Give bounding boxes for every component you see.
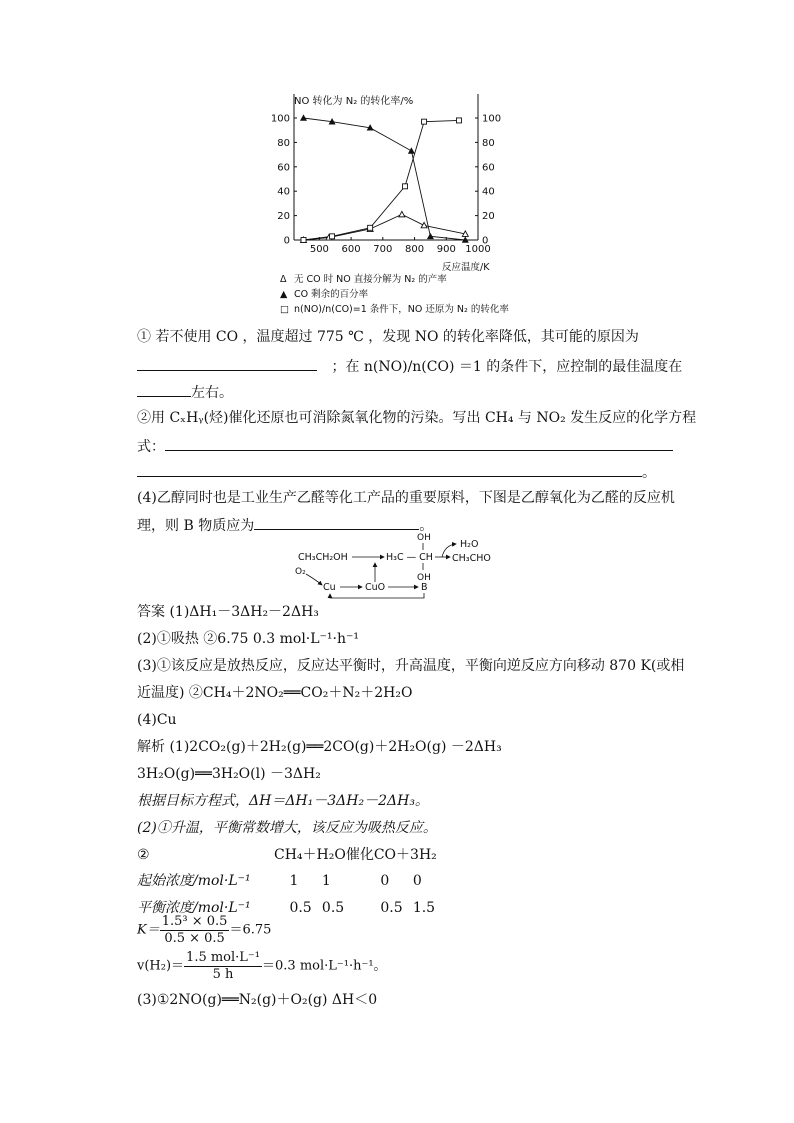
eq-label: 平衡浓度/mol·L⁻¹	[137, 900, 251, 916]
data-point-filled-triangle	[408, 148, 414, 154]
v-result: ＝0.3 mol·L⁻¹·h⁻¹。	[262, 958, 387, 974]
q2-line2	[137, 436, 673, 456]
k-expression	[137, 914, 271, 947]
v-denominator: 5 h	[212, 967, 234, 982]
q1-line3	[137, 382, 233, 402]
x-tick-label: 800	[405, 244, 425, 255]
data-point-open-triangle	[421, 222, 427, 228]
x-tick-label: 900	[436, 244, 456, 255]
x-tick-label: 700	[373, 244, 393, 255]
q1-blank-reason	[137, 356, 317, 371]
q1-mid-text: ；在 n(NO)/n(CO) ＝1 的条件下，应控制的最佳温度在	[331, 359, 683, 375]
eq-val: 1.5	[412, 900, 436, 916]
mech-acetaldehyde: CH₃CHO	[452, 553, 491, 564]
mech-o2: O₂	[295, 567, 306, 577]
chart-legend	[280, 271, 509, 316]
answer-4: (4)Cu	[137, 712, 177, 728]
x-tick-label: 500	[309, 244, 329, 255]
v-prefix: v(H₂)＝	[137, 958, 185, 974]
legend-symbol: ▲	[280, 289, 288, 300]
q2-line3	[137, 462, 656, 482]
analysis-equilibrium-eq: CH₄＋H₂O催化CO＋3H₂	[274, 847, 437, 863]
y-tick-label-left: 60	[277, 162, 290, 174]
table-start-row	[137, 872, 441, 890]
k-result: ＝6.75	[229, 922, 272, 938]
legend-symbol: Δ	[280, 274, 287, 285]
mech-arrow-b-cu	[330, 593, 424, 598]
y-tick-label-left: 20	[277, 211, 290, 223]
mech-ethanol: CH₃CH₂OH	[298, 552, 348, 563]
data-point-square	[301, 238, 306, 243]
y-tick-label-right: 100	[482, 113, 502, 125]
q2-blank-2	[137, 462, 462, 477]
mech-oh-top: OH	[417, 533, 431, 543]
series-line-1	[304, 118, 466, 240]
k-numerator: 1.5³ × 0.5	[161, 914, 228, 929]
mech-cu: Cu	[323, 582, 336, 593]
q1-end-text: 左右。	[191, 385, 233, 401]
legend-text: n(NO)/n(CO)=1 条件下，NO 还原为 N₂ 的转化率	[294, 304, 509, 315]
start-label: 起始浓度/mol·L⁻¹	[137, 873, 251, 889]
analysis-line4: (2)①升温，平衡常数增大，该反应为吸热反应。	[137, 820, 437, 836]
analysis-line3: 根据目标方程式，ΔH＝ΔH₁－3ΔH₂－2ΔH₃。	[137, 793, 429, 809]
y-tick-label-left: 80	[277, 137, 290, 149]
mech-arrow-o2	[306, 574, 322, 585]
series-line-2	[304, 120, 460, 240]
start-val: 0	[380, 873, 390, 889]
data-point-square	[330, 234, 335, 239]
legend-text: 无 CO 时 NO 直接分解为 N₂ 的产率	[294, 274, 447, 285]
start-val: 1	[321, 873, 331, 889]
y-tick-label-right: 60	[482, 162, 495, 174]
q2-line1: ②用 CₓHᵧ(烃)催化还原也可消除氮氧化物的污染。写出 CH₄ 与 NO₂ 发生反应的化学方程	[137, 410, 697, 426]
legend-text: CO 剩余的百分率	[294, 289, 369, 300]
data-point-square	[403, 184, 408, 189]
analysis-line5	[137, 846, 437, 864]
legend-symbol: □	[280, 304, 289, 315]
legend-item	[280, 301, 509, 316]
legend-item	[280, 286, 509, 301]
q4-start-text: 理，则 B 物质应为	[137, 518, 255, 534]
eq-val: 0.5	[321, 900, 345, 916]
mechanism-diagram	[290, 530, 530, 600]
k-prefix: K＝	[137, 922, 160, 938]
q2-start-text: 式：	[137, 439, 165, 455]
q2-blank-3	[462, 462, 642, 477]
analysis-line1: 解析 (1)2CO₂(g)＋2H₂(g)══2CO(g)＋2H₂O(g) －2ΔH₃	[137, 739, 502, 755]
y-tick-label-left: 100	[270, 113, 290, 125]
q4-blank-b	[254, 515, 419, 530]
answer-1: 答案 (1)ΔH₁－3ΔH₂－2ΔH₃	[137, 604, 319, 620]
v-numerator: 1.5 mol·L⁻¹	[186, 950, 261, 965]
q2-end-text: 。	[642, 465, 656, 481]
start-val: 0	[412, 873, 422, 889]
analysis-last-line: (3)①2NO(g)══N₂(g)＋O₂(g) ΔH＜0	[137, 992, 378, 1008]
mech-cuo: CuO	[365, 582, 386, 593]
q1-line1: ① 若不使用 CO ，温度超过 775 ℃ ，发现 NO 的转化率降低，其可能的原因为	[137, 329, 639, 345]
k-denominator: 0.5 × 0.5	[164, 931, 225, 946]
data-point-filled-triangle	[301, 115, 307, 121]
x-tick-label: 1000	[465, 244, 491, 255]
mech-water: H₂O	[460, 539, 479, 550]
eq-val: 0.5	[380, 900, 403, 916]
y-tick-label-left: 0	[283, 235, 290, 247]
data-point-open-triangle	[399, 211, 405, 217]
data-point-square	[456, 118, 461, 123]
y-tick-label-right: 20	[482, 211, 495, 223]
y-tick-label-right: 40	[482, 186, 495, 198]
mech-b: B	[421, 582, 428, 593]
analysis-line2: 3H₂O(g)══3H₂O(l) －3ΔH₂	[137, 766, 321, 782]
x-tick-label: 600	[341, 244, 361, 255]
eq-val: 0.5	[289, 900, 312, 916]
v-fraction	[184, 950, 262, 983]
answer-3-line2: 近温度) ②CH₄＋2NO₂══CO₂＋N₂＋2H₂O	[137, 685, 413, 701]
y-tick-label-right: 80	[482, 137, 495, 149]
q2-blank-1	[165, 436, 673, 451]
legend-item	[280, 271, 509, 286]
q4-end-text: 。	[419, 518, 434, 534]
analysis-circle-2: ②	[137, 847, 150, 863]
y-tick-label-left: 40	[277, 186, 290, 198]
y-tick-label-right: 0	[482, 235, 489, 247]
x-axis-label: 反应温度/K	[442, 262, 490, 273]
q4-line1: (4)乙醇同时也是工业生产乙醛等化工产品的重要原料，下图是乙醇氧化为乙醛的反应机	[137, 490, 675, 506]
v-expression	[137, 950, 387, 983]
answer-3-line1: (3)①该反应是放热反应，反应达平衡时，升高温度，平衡向逆反应方向移动 870 K(或相	[137, 658, 685, 674]
k-fraction	[160, 914, 230, 947]
data-point-square	[422, 119, 427, 124]
no-conversion-chart	[270, 86, 530, 276]
q1-line2	[137, 356, 682, 376]
data-point-square	[368, 225, 373, 230]
answer-2: (2)①吸热 ②6.75 0.3 mol·L⁻¹·h⁻¹	[137, 631, 360, 647]
chart-title: NO 转化为 N₂ 的转化率/%	[294, 96, 414, 107]
q1-blank-temp	[137, 382, 191, 397]
mech-oh-bottom: OH	[417, 573, 431, 583]
start-val: 1	[289, 873, 299, 889]
mech-intermediate: H₃C — CH	[386, 552, 433, 563]
